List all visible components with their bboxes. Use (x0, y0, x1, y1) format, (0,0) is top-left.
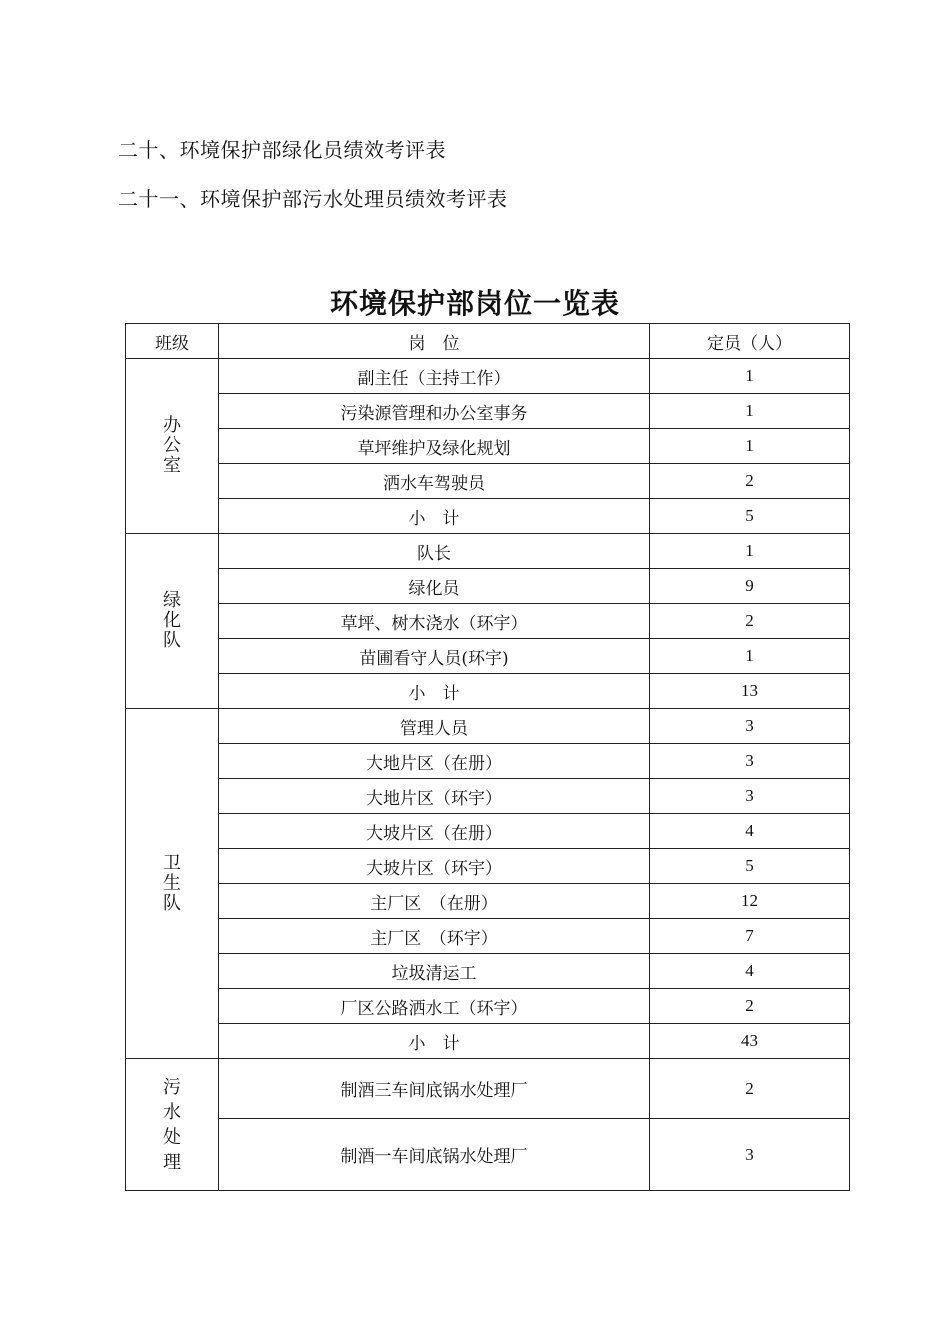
position-cell: 制酒三车间底锅水处理厂 (219, 1059, 650, 1119)
position-cell: 厂区公路洒水工（环宇） (219, 989, 650, 1024)
table-row (126, 394, 850, 429)
table-row (126, 954, 850, 989)
quota-cell: 4 (650, 954, 850, 989)
quota-cell: 5 (650, 849, 850, 884)
group-cell-wastewater (126, 1059, 219, 1191)
position-cell: 大坡片区（在册） (219, 814, 650, 849)
position-cell: 制酒一车间底锅水处理厂 (219, 1119, 650, 1191)
position-cell: 草坪维护及绿化规划 (219, 429, 650, 464)
table-row (126, 359, 850, 394)
group-cell-greening (126, 534, 219, 709)
quota-cell: 2 (650, 464, 850, 499)
quota-cell: 4 (650, 814, 850, 849)
table-row (126, 779, 850, 814)
position-cell: 草坪、树木浇水（环宇） (219, 604, 650, 639)
subtotal-row (126, 1024, 850, 1059)
quota-cell: 1 (650, 534, 850, 569)
table-header-row (126, 324, 850, 359)
table-row (126, 429, 850, 464)
group-name: 污水处理 (163, 1076, 181, 1173)
table-row (126, 849, 850, 884)
quota-cell: 2 (650, 604, 850, 639)
document-line-2: 二十一、环境保护部污水处理员绩效考评表 (118, 187, 508, 211)
quota-cell: 2 (650, 989, 850, 1024)
table-row (126, 604, 850, 639)
quota-cell: 2 (650, 1059, 850, 1119)
group-cell-office (126, 359, 219, 534)
table-row (126, 989, 850, 1024)
document-line-1: 二十、环境保护部绿化员绩效考评表 (118, 138, 446, 162)
group-name: 绿化队 (163, 590, 181, 651)
table-row (126, 534, 850, 569)
position-cell: 垃圾清运工 (219, 954, 650, 989)
position-cell: 大坡片区（环宇） (219, 849, 650, 884)
table-row (126, 814, 850, 849)
header-position: 岗 位 (219, 324, 650, 359)
group-name: 办公室 (163, 415, 181, 476)
table-row (126, 919, 850, 954)
group-cell-sanitation (126, 709, 219, 1059)
subtotal-label: 小 计 (219, 674, 650, 709)
quota-cell: 1 (650, 394, 850, 429)
table-row (126, 464, 850, 499)
position-cell: 队长 (219, 534, 650, 569)
quota-cell: 7 (650, 919, 850, 954)
table-row (126, 569, 850, 604)
position-cell: 污染源管理和办公室事务 (219, 394, 650, 429)
position-cell: 主厂区 （环宇） (219, 919, 650, 954)
table-row (126, 639, 850, 674)
group-name: 卫生队 (163, 852, 181, 914)
table-row (126, 744, 850, 779)
positions-table (125, 323, 850, 1191)
position-cell: 大地片区（环宇） (219, 779, 650, 814)
subtotal-row (126, 499, 850, 534)
quota-cell: 1 (650, 429, 850, 464)
quota-cell: 9 (650, 569, 850, 604)
position-cell: 苗圃看守人员(环宇) (219, 639, 650, 674)
subtotal-label: 小 计 (219, 1024, 650, 1059)
quota-cell: 12 (650, 884, 850, 919)
quota-cell: 1 (650, 359, 850, 394)
table-row (126, 709, 850, 744)
position-cell: 绿化员 (219, 569, 650, 604)
header-quota: 定员（人） (650, 324, 850, 359)
quota-cell: 1 (650, 639, 850, 674)
table-title: 环境保护部岗位一览表 (329, 287, 620, 320)
subtotal-value: 43 (650, 1024, 850, 1059)
position-cell: 大地片区（在册） (219, 744, 650, 779)
quota-cell: 3 (650, 1119, 850, 1191)
position-cell: 主厂区 （在册） (219, 884, 650, 919)
quota-cell: 3 (650, 779, 850, 814)
quota-cell: 3 (650, 744, 850, 779)
table-row (126, 1119, 850, 1191)
table-row (126, 884, 850, 919)
header-group: 班级 (126, 324, 219, 359)
position-cell: 管理人员 (219, 709, 650, 744)
subtotal-label: 小 计 (219, 499, 650, 534)
position-cell: 洒水车驾驶员 (219, 464, 650, 499)
subtotal-value: 5 (650, 499, 850, 534)
position-cell: 副主任（主持工作） (219, 359, 650, 394)
table-row (126, 1059, 850, 1119)
quota-cell: 3 (650, 709, 850, 744)
subtotal-row (126, 674, 850, 709)
subtotal-value: 13 (650, 674, 850, 709)
